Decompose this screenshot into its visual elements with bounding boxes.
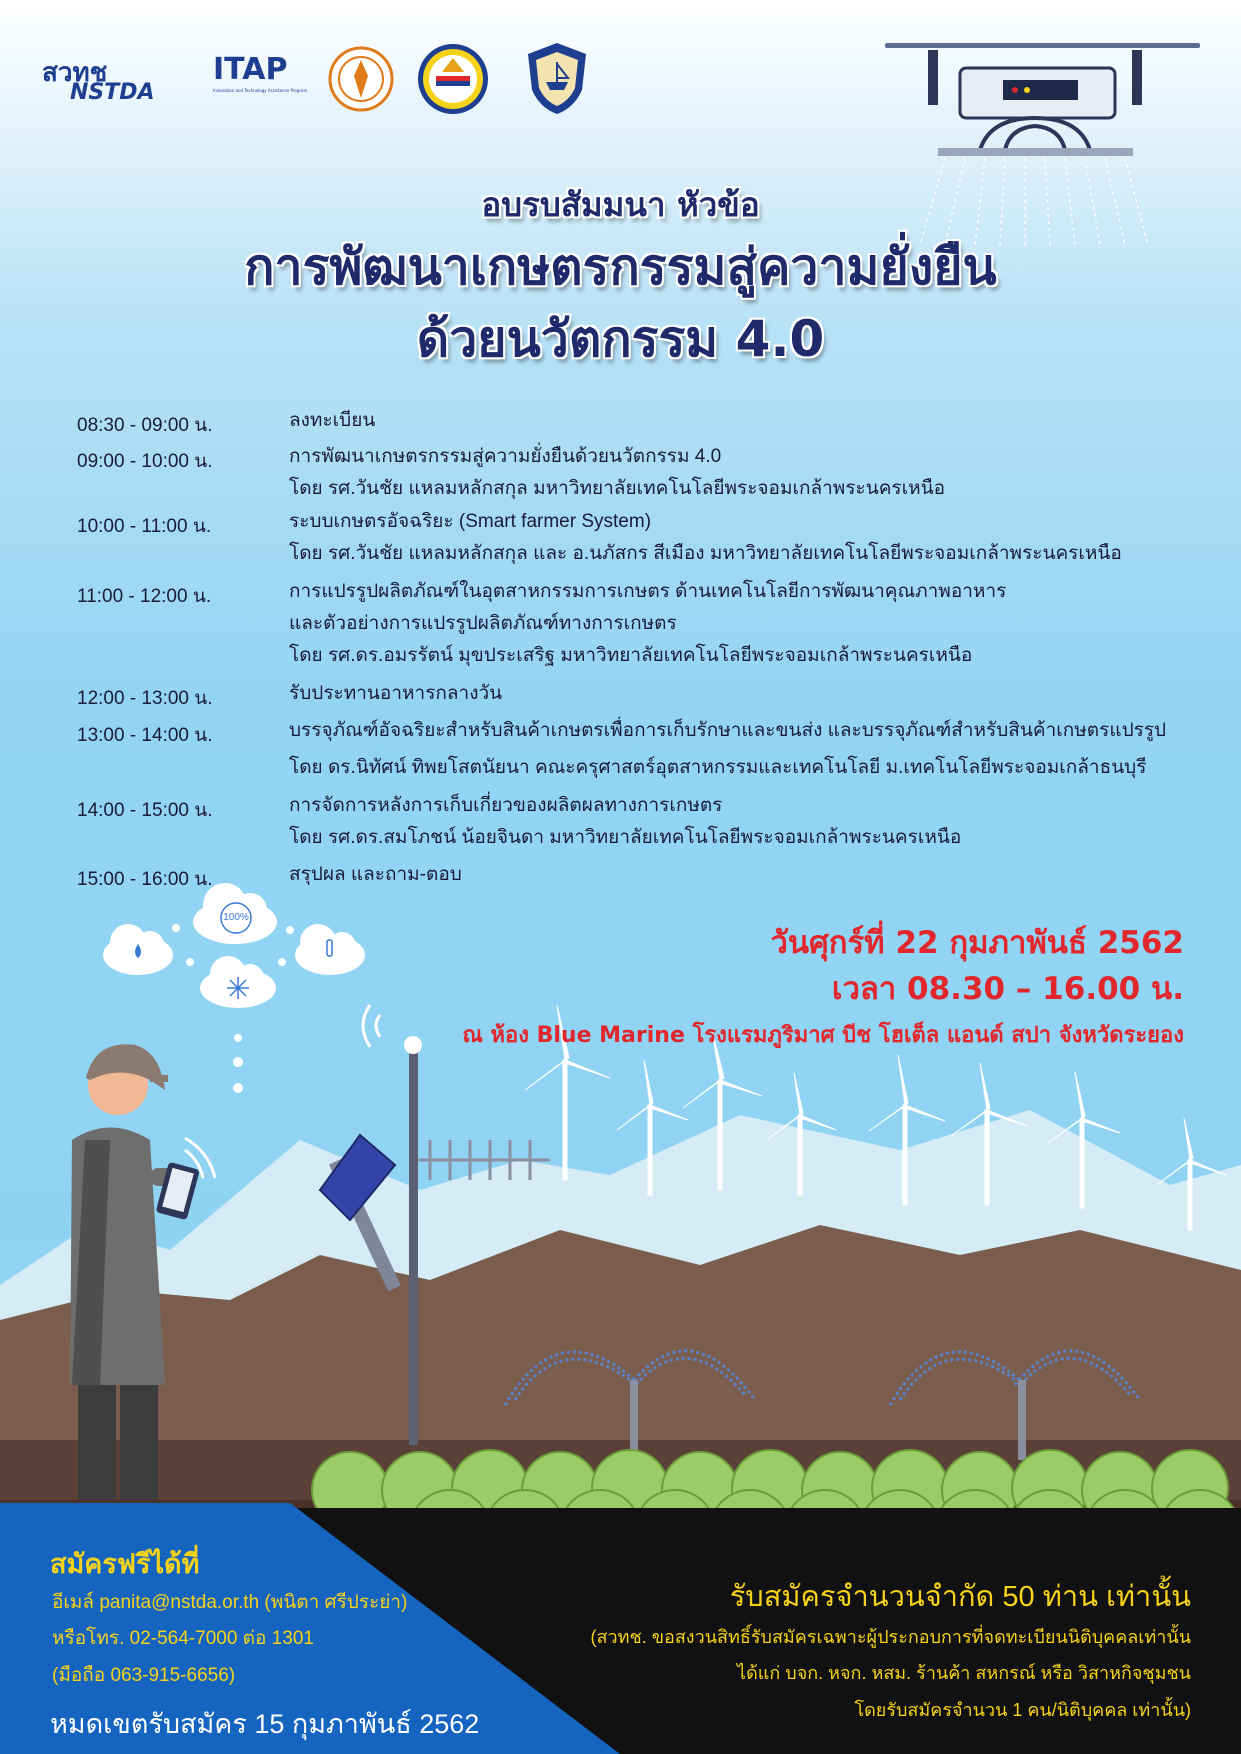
- nstda-logo-en: NSTDA: [70, 80, 155, 105]
- emblem-provincial-shield-icon: [524, 40, 590, 116]
- schedule-line: การแปรรูปผลิตภัณฑ์ในอุตสาหกรรมการเกษตร ด้านเทคโนโลยีการพัฒนาคุณภาพอาหาร: [289, 581, 1007, 602]
- nstda-logo: [38, 52, 188, 104]
- schedule-line: การพัฒนาเกษตรกรรมสู่ความยั่งยืนด้วยนวัตกรรม 4.0: [289, 446, 722, 467]
- schedule-line: โดย รศ.วันชัย แหลมหลักสกุล และ อ.นภัสกร สีเมือง มหาวิทยาลัยเทคโนโลยีพระจอมเกล้าพระนครเหนือ: [289, 543, 1122, 564]
- seminar-title-line2: ด้วยนวัตกรรม 4.0: [416, 310, 825, 368]
- nstda-logo-thai: สวทช: [42, 58, 108, 88]
- schedule-line: ลงทะเบียน: [289, 410, 376, 431]
- schedule-line: รับประทานอาหารกลางวัน: [289, 683, 503, 704]
- cloud-raindrop-icon: [103, 924, 173, 975]
- schedule-line: และตัวอย่างการแปรรูปผลิตภัณฑ์ทางการเกษตร: [289, 613, 677, 634]
- schedule-line: โดย รศ.วันชัย แหลมหลักสกุล มหาวิทยาลัยเทคโนโลยีพระจอมเกล้าพระนครเหนือ: [289, 478, 946, 499]
- event-venue: ณ ห้อง Blue Marine โรงแรมภูริมาศ บีช โฮเต็ล แอนด์ สปา จังหวัดระยอง: [462, 1023, 1184, 1048]
- registration-heading: สมัครฟรีได้ที่: [50, 1549, 200, 1579]
- schedule-time: 14:00 - 15:00 น.: [77, 800, 213, 821]
- registration-deadline: หมดเขตรับสมัคร 15 กุมภาพันธ์ 2562: [50, 1709, 480, 1739]
- schedule-line: โดย ดร.นิทัศน์ ทิพยโสตนัยนา คณะครุศาสตร์อุตสาหกรรมและเทคโนโลยี ม.เทคโนโลยีพระจอมเกล้าธนบุรี: [289, 757, 1147, 778]
- schedule-line: บรรจุภัณฑ์อัจฉริยะสำหรับสินค้าเกษตรเพื่อการเก็บรักษาและขนส่ง และบรรจุภัณฑ์สำหรับสินค้าเกษตรแปรรูป: [289, 720, 1167, 741]
- schedule-time: 11:00 - 12:00 น.: [77, 586, 212, 607]
- limit-note: โดยรับสมัครจำนวน 1 คน/นิติบุคคล เท่านั้น): [854, 1700, 1191, 1720]
- event-date: วันศุกร์ที่ 22 กุมภาพันธ์ 2562: [770, 925, 1184, 961]
- seminar-title-line1: การพัฒนาเกษตรกรรมสู่ความยั่งยืน: [244, 238, 997, 296]
- schedule-line: โดย รศ.ดร.สมโภชน์ น้อยจินดา มหาวิทยาลัยเทคโนโลยีพระจอมเกล้าพระนครเหนือ: [289, 827, 962, 848]
- schedule-time: 15:00 - 16:00 น.: [77, 869, 213, 890]
- emblem-seal-orange-icon: [328, 46, 394, 112]
- limit-note: (สวทช. ขอสงวนสิทธิ์รับสมัครเฉพาะผู้ประกอบการที่จดทะเบียนนิติบุคคลเท่านั้น: [590, 1627, 1191, 1647]
- cloud-badge-text: 100%: [223, 912, 249, 923]
- seminar-subtitle: อบรบสัมมนา หัวข้อ: [481, 185, 760, 224]
- registration-email[interactable]: อีเมล์ panita@nstda.or.th (พนิตา ศรีประย่า): [52, 1592, 408, 1613]
- schedule-time: 13:00 - 14:00 น.: [77, 725, 213, 746]
- schedule-time: 10:00 - 11:00 น.: [77, 516, 212, 537]
- schedule-line: การจัดการหลังการเก็บเกี่ยวของผลิตผลทางการเกษตร: [289, 795, 723, 816]
- cloud-snowflake-icon: [200, 956, 276, 1008]
- schedule-time: 09:00 - 10:00 น.: [77, 451, 213, 472]
- schedule-time: 08:30 - 09:00 น.: [77, 415, 213, 436]
- emblem-chamber-of-commerce-icon: [416, 42, 490, 116]
- itap-logo-text: ITAP: [213, 52, 288, 87]
- limit-note: ได้แก่ บจก. หจก. หสม. ร้านค้า สหกรณ์ หรือ วิสาหกิจชุมชน: [737, 1663, 1191, 1683]
- cloud-thermometer-icon: [295, 924, 365, 975]
- itap-logo: [213, 52, 311, 104]
- event-time: เวลา 08.30 – 16.00 น.: [831, 971, 1184, 1007]
- schedule-line: ระบบเกษตรอัจฉริยะ (Smart farmer System): [289, 511, 652, 532]
- limit-heading: รับสมัครจำนวนจำกัด 50 ท่าน เท่านั้น: [729, 1581, 1191, 1613]
- schedule-line: สรุปผล และถาม-ตอบ: [289, 864, 462, 885]
- registration-mobile[interactable]: (มือถือ 063-915-6656): [52, 1665, 236, 1686]
- schedule-time: 12:00 - 13:00 น.: [77, 688, 213, 709]
- schedule-line: โดย รศ.ดร.อมรรัตน์ มุขประเสริฐ มหาวิทยาลัยเทคโนโลยีพระจอมเกล้าพระนครเหนือ: [289, 645, 973, 666]
- registration-phone[interactable]: หรือโทร. 02-564-7000 ต่อ 1301: [52, 1628, 314, 1649]
- itap-logo-tagline: Innovation and Technology Assistance Program: [213, 88, 308, 93]
